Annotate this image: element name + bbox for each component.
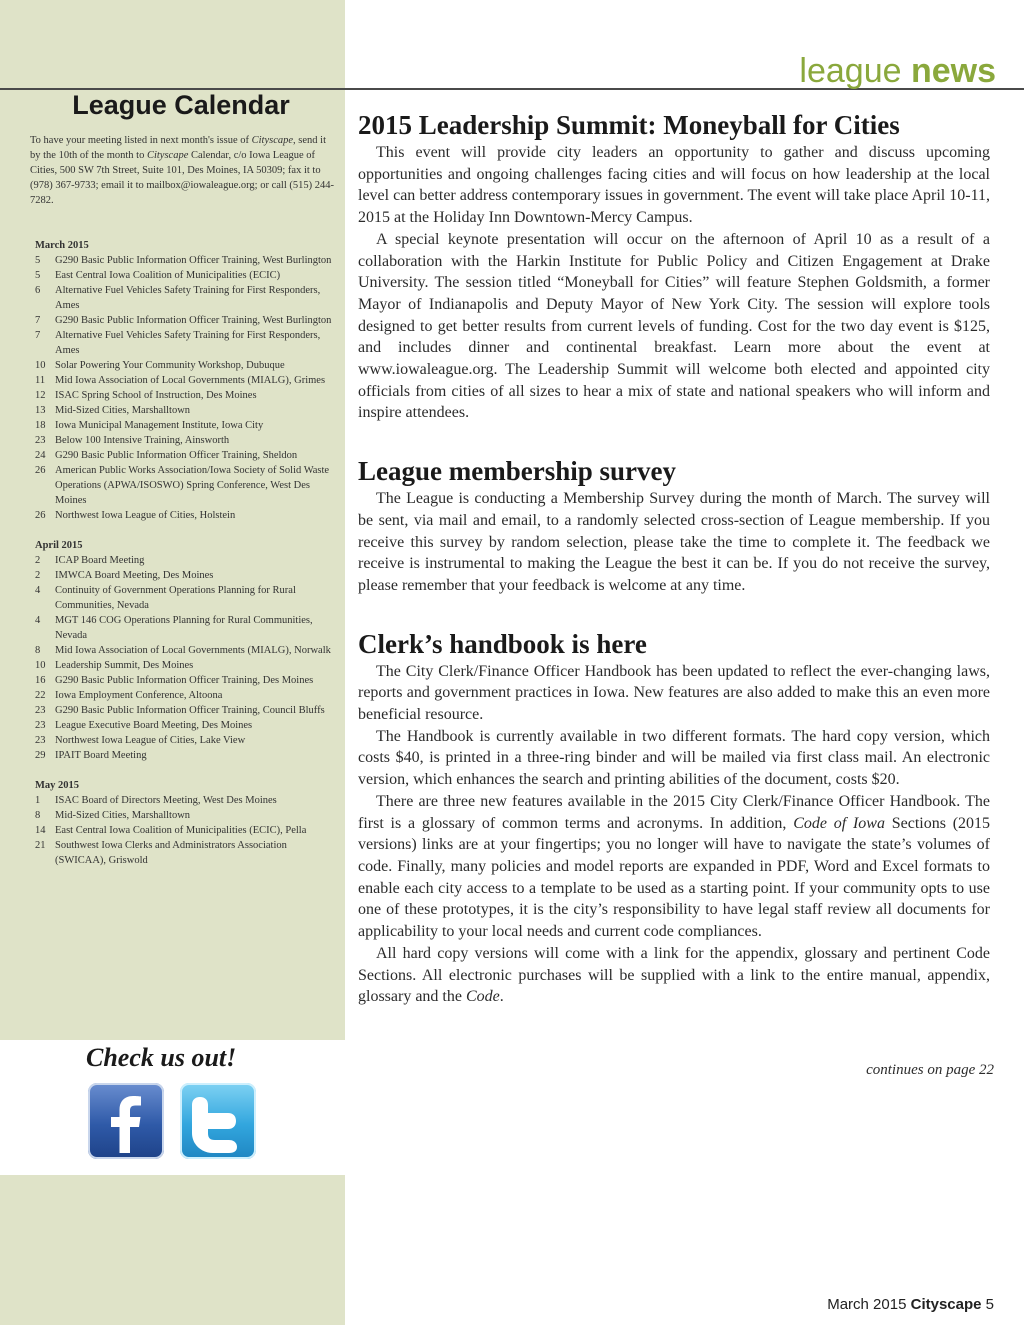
calendar-event [35,373,335,388]
calendar-event-day: 23 [35,735,46,746]
calendar-event-text: League Executive Board Meeting, Des Moines [55,720,253,731]
calendar-event-text: IMWCA Board Meeting, Des Moines [55,570,214,581]
calendar-event-text: ISAC Spring School of Instruction, Des Moines [55,390,257,401]
calendar-event [35,328,335,358]
calendar-event-day: 5 [35,255,41,266]
intro-pub-2: Cityscape [146,150,189,161]
calendar-event [35,448,335,463]
calendar-event-text: Iowa Municipal Management Institute, Iowa City [55,420,264,431]
calendar-event [35,433,335,448]
intro-tail: Calendar, c/o Iowa League of Cities, 500 SW 7th Street, Suite 101, Des Moines, IA 50309; fax it to (978) 367-9733; email it to mailbox@iowaleague.org; or call (515) 244-7282. [30,150,334,206]
calendar-event [35,703,335,718]
calendar-event-text: Leadership Summit, Des Moines [55,660,194,671]
calendar-event-text: ISAC Board of Directors Meeting, West Des Moines [55,795,277,806]
calendar-event-text: Alternative Fuel Vehicles Safety Training for First Responders, Ames [55,330,321,356]
calendar-event-day: 10 [35,360,46,371]
paragraph-tail: Sections (2015 versions) links are at your fingertips; you no longer will have to navigate the state’s volumes of code. Finally, many policies and model reports are expanded in PDF, Word and Excel formats to enable each city access to a template to be used as a starting point. If your community opts to use one of these prototypes, it is the city’s responsibility to have legal staff review all documents for applicability to your local needs and current code compliances. [358,814,991,941]
sidebar-intro [30,133,335,208]
calendar-event [35,793,335,808]
calendar-event-text: Solar Powering Your Community Workshop, Dubuque [55,360,285,371]
calendar-event-day: 14 [35,825,46,836]
calendar-event-day: 8 [35,645,41,656]
intro-pub: Cityscape [251,135,294,146]
calendar-event [35,508,335,523]
main-content [358,108,990,1008]
calendar-event-text: Mid-Sized Cities, Marshalltown [55,405,191,416]
calendar-event [35,283,335,313]
calendar-event [35,418,335,433]
calendar-event-day: 7 [35,330,41,341]
calendar-event [35,733,335,748]
article-title: 2015 Leadership Summit: Moneyball for Cities [358,110,900,140]
footer-issue: March 2015 [827,1296,911,1313]
calendar-event-text: East Central Iowa Coalition of Municipalities (ECIC), Pella [55,825,307,836]
article-paragraph: The League is conducting a Membership Survey during the month of March. The survey will be sent, via mail and email, to a randomly selected cross-section of League membership. If you receive this survey by random selection, please take the time to complete it. The feedback we receive is instrumental to making the League the best it can be. If you do not receive the survey, please remember that your feedback is welcome at any time. [358,490,990,594]
calendar-event-day: 21 [35,840,46,851]
calendar-event [35,403,335,418]
article-paragraph: This event will provide city leaders an opportunity to gather and discuss upcoming opportunities and ongoing challenges facing cities and will focus on how leadership at the local level can better address contemporary issues in government. The event will take place April 10-11, 2015 at the Holiday Inn Downtown-Mercy Campus. [358,144,990,227]
calendar-event-day: 2 [35,555,41,566]
calendar-event-text: MGT 146 COG Operations Planning for Rural Communities, Nevada [55,615,313,641]
calendar-event [35,358,335,373]
social-title: Check us out! [86,1043,237,1072]
calendar-event-day: 22 [35,690,46,701]
calendar-event-day: 10 [35,660,46,671]
calendar-event-day: 24 [35,450,46,461]
calendar-event-text: Mid-Sized Cities, Marshalltown [55,810,191,821]
paragraph-lead: All hard copy versions will come with a link for the appendix, glossary and pertinent Code Sections. All electronic purchases will be supplied with a link to the entire manual, appendix, glossary and the [358,944,990,1006]
calendar-event-day: 13 [35,405,46,416]
calendar-event-text: G290 Basic Public Information Officer Training, West Burlington [55,255,332,266]
article-paragraph [358,791,990,943]
calendar-event [35,463,335,508]
article-title: League membership survey [358,456,676,487]
article-paragraph: The Handbook is currently available in two different formats. The hard copy version, which costs $40, is printed in a three-ring binder and will be mailed via first class mail. An electronic version, which enhances the search and printing abilities of the document, costs $20. [358,727,990,789]
calendar-event [35,658,335,673]
calendar-event-day: 26 [35,465,46,476]
intro-lead: To have your meeting listed in next month's issue of [30,135,252,146]
sidebar-title: League Calendar [72,90,290,120]
calendar-event [35,688,335,703]
calendar-event [35,583,335,613]
calendar-event-text: G290 Basic Public Information Officer Training, Des Moines [55,675,314,686]
calendar-event-day: 26 [35,510,46,521]
calendar-event-text: ICAP Board Meeting [55,555,145,566]
calendar-event-day: 8 [35,810,41,821]
calendar-event-day: 4 [35,615,41,626]
footer-publication: Cityscape [910,1296,982,1313]
calendar-event-day: 4 [35,585,41,596]
calendar-event-text: Alternative Fuel Vehicles Safety Training for First Responders, Ames [55,285,321,311]
calendar-event-text: East Central Iowa Coalition of Municipalities (ECIC) [55,270,281,281]
paragraph-emphasis: Code [465,988,500,1006]
section-label-light: league [799,52,911,90]
article-paragraph [358,943,990,1008]
calendar-event [35,823,335,838]
calendar-event-text: Mid Iowa Association of Local Governments (MIALG), Norwalk [55,645,331,656]
paragraph-emphasis: Code of Iowa [793,814,885,832]
calendar-event-text: IPAIT Board Meeting [55,750,147,761]
calendar-event-day: 2 [35,570,41,581]
paragraph-lead: There are three new features available in the 2015 City Clerk/Finance Officer Handbook. The first is a glossary of common terms and acronyms. In addition, [358,792,990,832]
continues-note: continues on page 22 [866,1062,994,1078]
calendar-event [35,838,335,868]
calendar-event-text: G290 Basic Public Information Officer Training, West Burlington [55,315,332,326]
article-leadership-summit [358,108,990,424]
calendar-event [35,643,335,658]
calendar-month-heading: March 2015 [35,240,89,251]
calendar-event-text: Northwest Iowa League of Cities, Holstein [55,510,236,521]
calendar-event [35,748,335,763]
calendar-event [35,673,335,688]
calendar-event-text: Below 100 Intensive Training, Ainsworth [55,435,230,446]
calendar-event-text: American Public Works Association/Iowa Society of Solid Waste Operations (APWA/ISOSWO) Spring Conference, West Des Moines [55,465,330,506]
calendar-event-text: Continuity of Government Operations Planning for Rural Communities, Nevada [55,585,296,611]
calendar-event-text: G290 Basic Public Information Officer Training, Council Bluffs [55,705,325,716]
calendar-event [35,613,335,643]
calendar-month [35,238,335,523]
section-label-bold: news [910,52,996,90]
twitter-icon[interactable] [180,1083,256,1159]
intro-mid: , send it by the 10th of the month to [30,135,326,161]
article-clerks-handbook [358,627,990,1008]
calendar-list [35,238,335,883]
calendar-event-day: 23 [35,705,46,716]
calendar-event-day: 5 [35,270,41,281]
calendar-event-text: Mid Iowa Association of Local Governments (MIALG), Grimes [55,375,326,386]
calendar-event-day: 16 [35,675,46,686]
calendar-event-day: 11 [35,375,46,386]
calendar-event [35,568,335,583]
calendar-event-day: 6 [35,285,41,296]
calendar-event [35,268,335,283]
calendar-event [35,553,335,568]
calendar-month-heading: April 2015 [35,540,83,551]
footer-page: 5 [981,1296,994,1313]
calendar-event [35,388,335,403]
article-membership-survey [358,454,990,597]
calendar-event-text: Northwest Iowa League of Cities, Lake View [55,735,246,746]
calendar-event-day: 7 [35,315,41,326]
calendar-event-text: G290 Basic Public Information Officer Training, Sheldon [55,450,298,461]
calendar-event-day: 12 [35,390,46,401]
section-label [799,54,996,88]
calendar-event-text: Iowa Employment Conference, Altoona [55,690,223,701]
article-paragraph: A special keynote presentation will occur on the afternoon of April 10 as a result of a collaboration with the Harkin Institute for Public Policy and Citizen Engagement at Drake University. The session titled “Moneyball for Cities” will feature Stephen Goldsmith, a former Mayor of Indianapolis and Deputy Mayor of New York City. The session will explore tools designed to get better results from current levels of funding. Cost for the two day event is $125, and includes dinner and continental breakfast. Learn more about the event at www.iowaleague.org. The Leadership Summit will welcome both elected and appointed city officials from cities of all sizes to hear a mix of state and national speakers who will inform and inspire attendees. [358,230,990,422]
calendar-month [35,538,335,763]
article-paragraph: The City Clerk/Finance Officer Handbook has been updated to reflect the ever-changing laws, reports and government practices in Iowa. New features are also added to make this an even more beneficial resource. [358,662,990,724]
facebook-icon[interactable] [88,1083,164,1159]
calendar-event [35,718,335,733]
calendar-event-day: 1 [35,795,41,806]
calendar-event-day: 23 [35,720,46,731]
calendar-month [35,778,335,868]
calendar-event [35,253,335,268]
calendar-event-day: 29 [35,750,46,761]
calendar-month-heading: May 2015 [35,780,80,791]
calendar-event [35,313,335,328]
calendar-event-day: 18 [35,420,46,431]
article-title: Clerk’s handbook is here [358,628,647,659]
calendar-event-day: 23 [35,435,46,446]
calendar-event [35,808,335,823]
paragraph-tail: . [499,988,504,1006]
page-footer [827,1296,994,1313]
calendar-event-text: Southwest Iowa Clerks and Administrators Association (SWICAA), Griswold [55,840,287,866]
